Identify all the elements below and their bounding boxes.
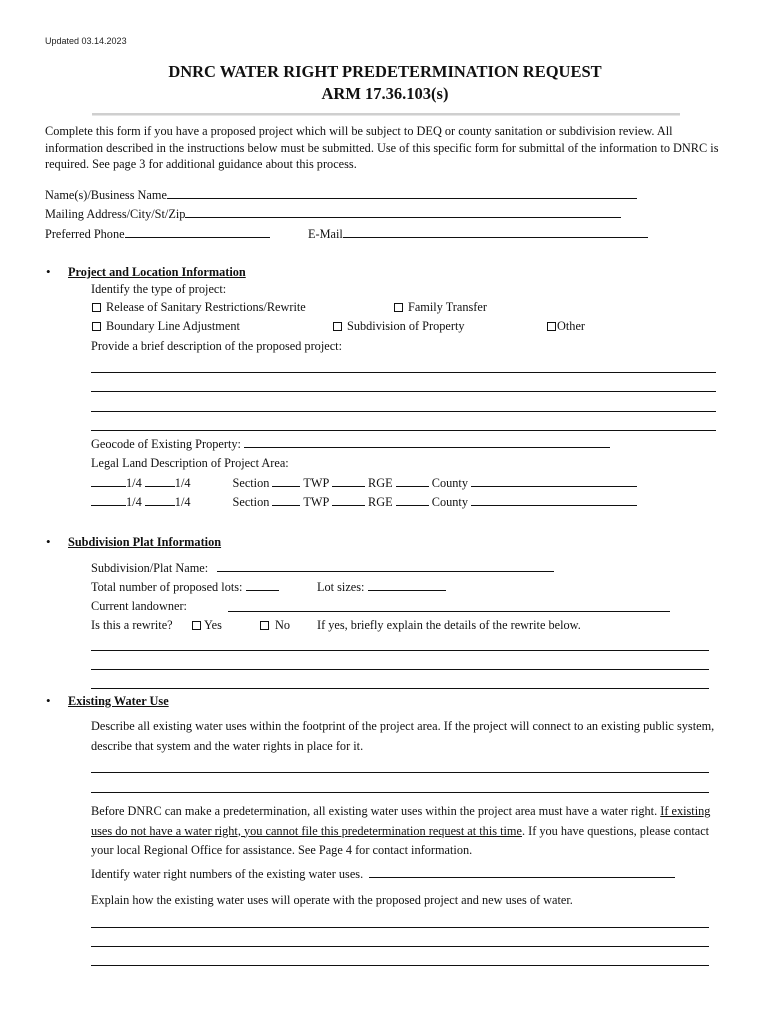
rewrite-label: Is this a rewrite?: [91, 618, 173, 632]
legal-row-2[interactable]: 1/4 1/4 Section TWP RGE County: [91, 495, 637, 510]
lots-field[interactable]: [91, 580, 279, 595]
checkbox-subdivision[interactable]: [333, 322, 342, 331]
bullet-icon: •: [46, 264, 51, 279]
checkbox-other[interactable]: [547, 322, 556, 331]
legal-row-1[interactable]: 1/4 1/4 Section TWP RGE County: [91, 476, 637, 491]
checkbox-family[interactable]: [394, 303, 403, 312]
intro-paragraph: Complete this form if you have a proposed project which will be subject to DEQ or county sanitation or subdivision review. All information described in the instructions below must be submitted. Use of this specific form for submittal of the information to DNRC is required. See page 3 for additional guidance about this process.: [45, 124, 719, 171]
address-label: Mailing Address/City/St/Zip: [45, 207, 186, 221]
title-divider: [92, 113, 680, 116]
option-boundary[interactable]: Boundary Line Adjustment: [92, 319, 240, 334]
describe-project-label: Provide a brief description of the proposed project:: [91, 339, 342, 353]
address-line[interactable]: [185, 207, 621, 218]
checkbox-boundary[interactable]: [92, 322, 101, 331]
updated-date: Updated 03.14.2023: [45, 36, 127, 46]
checkbox-rewrite-no[interactable]: [260, 621, 269, 630]
water-right-numbers-field[interactable]: [91, 867, 675, 882]
legal-description-label: Legal Land Description of Project Area:: [91, 456, 289, 470]
option-release[interactable]: Release of Sanitary Restrictions/Rewrite: [92, 300, 306, 315]
address-field[interactable]: [45, 207, 621, 222]
rewrite-no-option[interactable]: No: [260, 618, 290, 633]
description-line-1[interactable]: [91, 372, 716, 373]
description-line-4[interactable]: [91, 430, 716, 431]
lot-sizes-field[interactable]: [317, 580, 446, 595]
operate-line-3[interactable]: [91, 965, 709, 966]
water-right-numbers-label: Identify water right numbers of the existing water uses.: [91, 867, 364, 881]
section-water-heading: Existing Water Use: [68, 694, 169, 708]
rewrite-line-2[interactable]: [91, 669, 709, 670]
explain-operate-label: Explain how the existing water uses will operate with the proposed project and new uses of water.: [91, 893, 573, 907]
section-plat-heading: Subdivision Plat Information: [68, 535, 222, 549]
plat-name-label: Subdivision/Plat Name:: [91, 561, 209, 575]
option-subdivision[interactable]: Subdivision of Property: [333, 319, 465, 334]
identify-type-label: Identify the type of project:: [91, 282, 227, 296]
geocode-line[interactable]: [244, 437, 610, 448]
name-field[interactable]: [45, 188, 637, 203]
geocode-field[interactable]: [91, 437, 610, 452]
email-line[interactable]: [343, 227, 648, 238]
landowner-label: Current landowner:: [91, 599, 187, 613]
rewrite-line-3[interactable]: [91, 688, 709, 689]
name-label: Name(s)/Business Name: [45, 188, 167, 202]
form-title: DNRC WATER RIGHT PREDETERMINATION REQUEST: [168, 62, 602, 81]
phone-line[interactable]: [125, 227, 270, 238]
operate-line-2[interactable]: [91, 946, 709, 947]
description-line-3[interactable]: [91, 411, 716, 412]
form-subtitle: ARM 17.36.103(s): [321, 84, 449, 103]
rewrite-line-1[interactable]: [91, 650, 709, 651]
section-project-heading: Project and Location Information: [68, 265, 246, 279]
lot-sizes-line[interactable]: [368, 580, 446, 591]
plat-name-line[interactable]: [217, 561, 554, 572]
predetermination-notice: Before DNRC can make a predetermination, all existing water uses within the project area must have a water right. If existing uses do not have a water right, you cannot file this predetermination request at this time. If you have questions, please contact your local Regional Office for assistance. See Page 4 for contact information.: [91, 804, 711, 857]
checkbox-rewrite-yes[interactable]: [192, 621, 201, 630]
email-field[interactable]: [308, 227, 648, 242]
phone-field[interactable]: [45, 227, 270, 242]
option-other[interactable]: Other: [547, 319, 585, 334]
rewrite-explain-label: If yes, briefly explain the details of the rewrite below.: [317, 618, 581, 632]
water-use-line-2[interactable]: [91, 792, 709, 793]
lots-line[interactable]: [246, 580, 279, 591]
bullet-icon: •: [46, 534, 51, 549]
name-line[interactable]: [167, 188, 637, 199]
phone-label: Preferred Phone: [45, 227, 125, 241]
landowner-line[interactable]: [228, 611, 670, 612]
bullet-icon: •: [46, 693, 51, 708]
email-label: E-Mail: [308, 227, 343, 241]
notice-underlined: If existing uses do not have a water right, you cannot file this predetermination request at this time: [91, 804, 711, 838]
geocode-label: Geocode of Existing Property:: [91, 437, 241, 451]
rewrite-yes-option[interactable]: Yes: [192, 618, 222, 633]
describe-water-uses: Describe all existing water uses within the footprint of the project area. If the project will connect to an existing public system, describe that system and the water rights in place for it.: [91, 719, 715, 753]
water-use-line-1[interactable]: [91, 772, 709, 773]
description-line-2[interactable]: [91, 391, 716, 392]
checkbox-release[interactable]: [92, 303, 101, 312]
lot-sizes-label: Lot sizes:: [317, 580, 365, 594]
water-right-numbers-line[interactable]: [369, 867, 675, 878]
lots-label: Total number of proposed lots:: [91, 580, 243, 594]
landowner-field[interactable]: [91, 599, 187, 614]
operate-line-1[interactable]: [91, 927, 709, 928]
option-family[interactable]: Family Transfer: [394, 300, 487, 315]
plat-name-field[interactable]: [91, 561, 554, 576]
